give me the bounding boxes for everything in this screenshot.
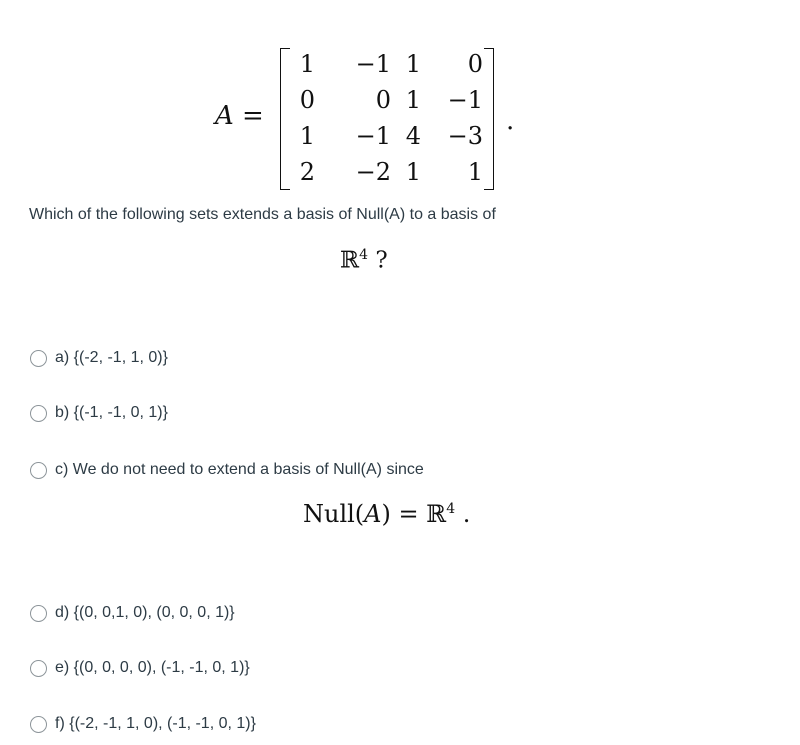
radio-button[interactable] [30, 405, 47, 422]
option-label: f) {(-2, -1, 1, 0), (-1, -1, 0, 1)} [55, 715, 256, 732]
matrix-cell: 2 [299, 158, 315, 186]
matrix-cell: 1 [467, 158, 483, 186]
matrix-cell: 0 [375, 86, 391, 114]
radio-button[interactable] [30, 462, 47, 479]
option-d[interactable] [30, 604, 235, 622]
option-e[interactable] [30, 659, 250, 677]
radio-button[interactable] [30, 716, 47, 733]
matrix-cell: 1 [405, 86, 421, 114]
matrix-lhs [215, 101, 264, 131]
matrix-cell: −1 [355, 122, 391, 150]
null-eq-lhs: Null( [303, 500, 365, 528]
matrix-cell: 1 [299, 50, 315, 78]
null-eq-var: A [364, 500, 382, 528]
null-eq-end: . [455, 500, 471, 528]
matrix-cell: 0 [299, 86, 315, 114]
option-label: c) We do not need to extend a basis of Null(A) since [55, 461, 424, 478]
matrix-cell: 1 [299, 122, 315, 150]
space-exponent: 4 [359, 247, 369, 263]
matrix-cell: 1 [405, 158, 421, 186]
option-label: d) {(0, 0,1, 0), (0, 0, 0, 1)} [55, 604, 235, 621]
option-b[interactable] [30, 404, 168, 422]
matrix-cell: −1 [447, 86, 483, 114]
matrix-lhs-label: A = [215, 101, 264, 131]
option-label: b) {(-1, -1, 0, 1)} [55, 404, 168, 421]
null-eq-exp: 4 [446, 501, 456, 517]
option-a[interactable] [30, 349, 168, 367]
option-f[interactable] [30, 715, 256, 733]
radio-button[interactable] [30, 660, 47, 677]
null-eq-rest: ) = ℝ [381, 500, 447, 528]
matrix-trailing-period: . [506, 106, 515, 136]
null-equation [303, 500, 470, 528]
matrix-cell: 4 [405, 122, 421, 150]
matrix-cell: 0 [467, 50, 483, 78]
space-symbol: ℝ [340, 247, 360, 274]
matrix-grid [287, 46, 483, 190]
matrix-cell: 1 [405, 50, 421, 78]
question-text: Which of the following sets extends a basis of Null(A) to a basis of [29, 206, 496, 223]
question-space [340, 247, 388, 274]
radio-button[interactable] [30, 605, 47, 622]
matrix-cell: −3 [447, 122, 483, 150]
matrix-cell: −1 [355, 50, 391, 78]
radio-button[interactable] [30, 350, 47, 367]
matrix-cell: −2 [355, 158, 391, 186]
right-bracket [484, 48, 494, 190]
option-label: e) {(0, 0, 0, 0), (-1, -1, 0, 1)} [55, 659, 250, 676]
question-mark: ? [375, 247, 388, 274]
option-c[interactable] [30, 461, 424, 479]
option-label: a) {(-2, -1, 1, 0)} [55, 349, 168, 366]
